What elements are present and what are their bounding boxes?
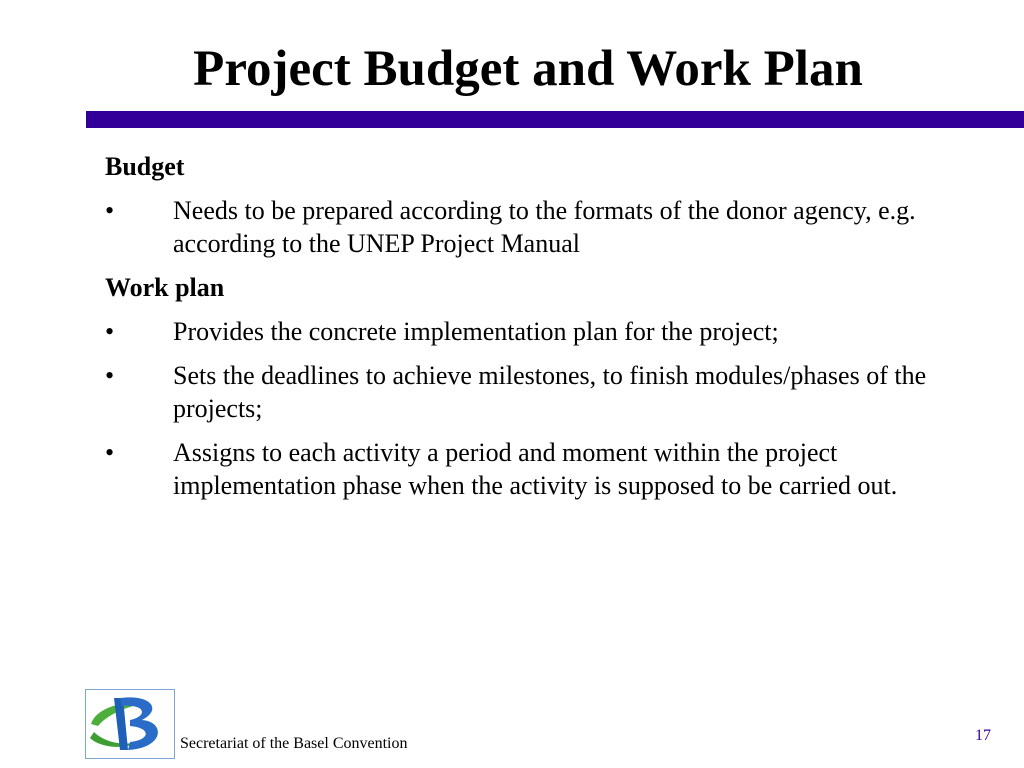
list-item <box>105 194 1005 260</box>
budget-heading: Budget <box>105 152 185 181</box>
basel-convention-logo-icon <box>85 689 175 759</box>
title-divider <box>86 111 1024 128</box>
bullet-icon: • <box>105 317 115 346</box>
slide-title: Project Budget and Work Plan <box>193 41 863 97</box>
slide-body <box>105 150 1005 513</box>
bullet-text: Assigns to each activity a period and moment within the project implementation phase when the activity is supposed to be carried out. <box>173 438 898 500</box>
work-plan-heading: Work plan <box>105 273 225 302</box>
logo-graphic <box>86 690 174 758</box>
bullet-text: Sets the deadlines to achieve milestones, to finish modules/phases of the projects; <box>173 361 927 423</box>
budget-bullet-list <box>105 194 1005 260</box>
work-plan-bullet-list <box>105 315 1005 502</box>
list-item <box>105 315 1005 348</box>
bullet-icon: • <box>105 196 115 225</box>
footer-organization: Secretariat of the Basel Convention <box>180 735 408 752</box>
page-number: 17 <box>975 727 991 744</box>
bullet-icon: • <box>105 361 115 390</box>
list-item <box>105 359 1005 425</box>
bullet-text: Needs to be prepared according to the formats of the donor agency, e.g. according to the UNEP Project Manual <box>173 196 916 258</box>
bullet-text: Provides the concrete implementation plan for the project; <box>173 317 779 346</box>
list-item <box>105 436 1005 502</box>
bullet-icon: • <box>105 438 115 467</box>
